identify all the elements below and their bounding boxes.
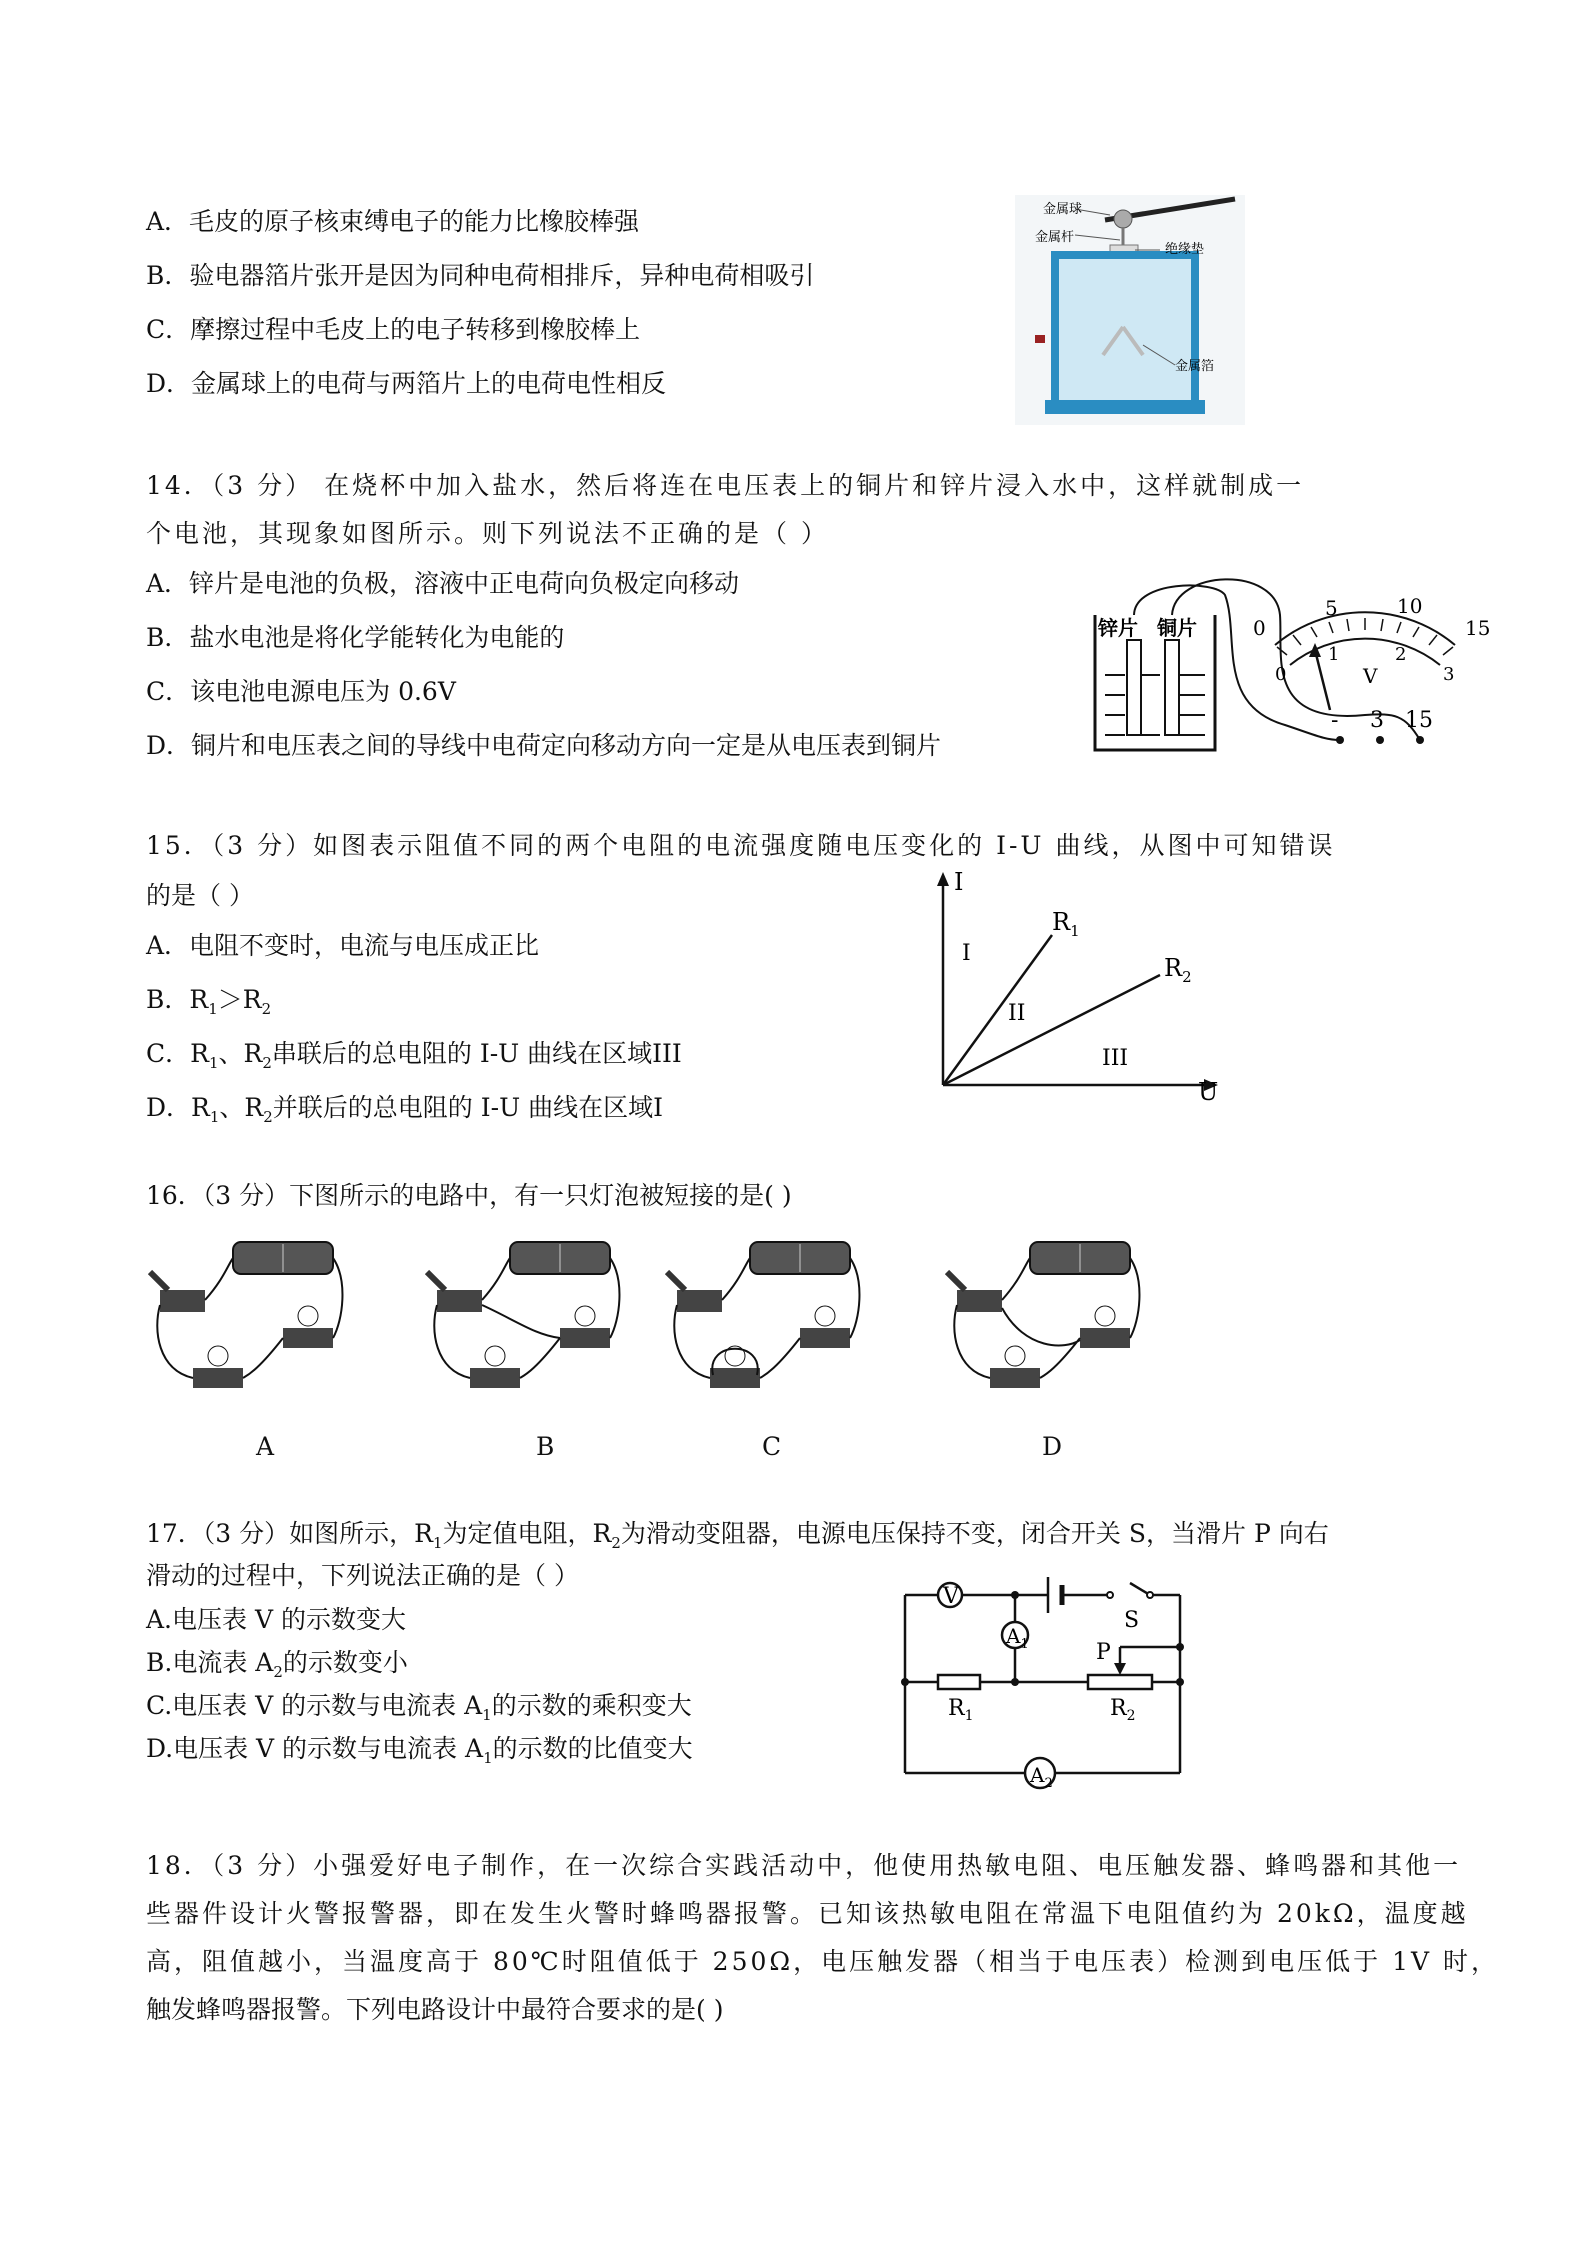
battery-voltmeter-figure <box>1065 575 1505 760</box>
q15-stem-line2: 的是（ ） <box>146 881 254 910</box>
axis-u-label: U <box>1198 1078 1219 1105</box>
circuit-c-figure <box>665 1240 865 1405</box>
scale-top-15: 15 <box>1465 616 1491 640</box>
electroscope-figure <box>1015 195 1245 425</box>
q14-stem-line1: 14．（3 分） 在烧杯中加入盐水，然后将连在电压表上的铜片和锌片浸入水中，这样就制成一 <box>146 471 1305 500</box>
circuit-a-caption: A <box>256 1432 275 1461</box>
q14-option-a: A．锌片是电池的负极，溶液中正电荷向负极定向移动 <box>146 569 740 598</box>
q17-circuit-figure <box>900 1575 1190 1795</box>
q13-option-b: B．验电器箔片张开是因为同种电荷相排斥，异种电荷相吸引 <box>146 261 815 290</box>
q18-stem-line3: 高，阻值越小，当温度高于 80℃时阻值低于 250Ω，电压触发器（相当于电压表）检测到电压低于 1V 时， <box>146 1947 1499 1976</box>
scale-bottom-0: 0 <box>1275 664 1287 685</box>
q13-option-d: D．金属球上的电荷与两箔片上的电荷电性相反 <box>146 369 667 398</box>
terminal-3: 3 <box>1370 708 1384 733</box>
q15-stem-line1: 15．（3 分）如图表示阻值不同的两个电阻的电流强度随电压变化的 I-U 曲线，从图中可知错误 <box>146 831 1336 860</box>
resistor-r2-label: $R_2$ <box>1110 1696 1136 1724</box>
iu-graph-figure <box>920 870 1240 1105</box>
q17-option-b: B.电流表 $A_2$的示数变小 <box>146 1648 408 1681</box>
circuit-c-caption: C <box>762 1432 782 1461</box>
terminal-15: 15 <box>1405 708 1433 733</box>
label-copper: 铜片 <box>1157 616 1197 640</box>
region-2-label: II <box>1008 1001 1026 1026</box>
scale-top-10: 10 <box>1397 594 1423 618</box>
q17-stem-line2: 滑动的过程中，下列说法正确的是（ ） <box>146 1561 579 1590</box>
voltmeter-v-label: V <box>943 1584 959 1609</box>
q18-stem-line2: 些器件设计火警报警器，即在发生火警时蜂鸣器报警。已知该热敏电阻在常温下电阻值约为 20kΩ，温度越 <box>146 1899 1469 1928</box>
q15-option-b: B．$R_1>R_2$ <box>146 985 272 1018</box>
scale-top-5: 5 <box>1325 596 1338 620</box>
region-3-label: III <box>1102 1046 1129 1071</box>
r1-label: $R_1$ <box>1052 908 1080 940</box>
terminal-minus: - <box>1331 708 1339 733</box>
q16-stem: 16．（3 分）下图所示的电路中，有一只灯泡被短接的是( ) <box>146 1181 792 1210</box>
scale-bottom-2: 2 <box>1395 644 1407 665</box>
q14-option-d: D．铜片和电压表之间的导线中电荷定向移动方向一定是从电压表到铜片 <box>146 731 942 760</box>
label-metal-foil: 金属箔 <box>1175 359 1215 374</box>
circuit-d-caption: D <box>1042 1432 1063 1461</box>
ammeter-a1-label: $A_1$ <box>1006 1624 1029 1652</box>
circuit-b-figure <box>425 1240 625 1405</box>
q18-stem-line4: 触发蜂鸣器报警。下列电路设计中最符合要求的是( ) <box>146 1995 724 2024</box>
q13-option-a: A．毛皮的原子核束缚电子的能力比橡胶棒强 <box>146 207 640 236</box>
ammeter-a2-label: $A_2$ <box>1030 1763 1053 1791</box>
q17-option-c: C.电压表 V 的示数与电流表 $A_1$的示数的乘积变大 <box>146 1691 692 1724</box>
axis-i-label: I <box>954 870 964 896</box>
unit-v: V <box>1363 664 1378 688</box>
q15-option-a: A．电阻不变时，电流与电压成正比 <box>146 931 540 960</box>
label-zinc: 锌片 <box>1098 616 1138 640</box>
resistor-r1-label: $R_1$ <box>948 1696 974 1724</box>
label-insulating-pad: 绝缘垫 <box>1165 242 1205 257</box>
q13-option-c: C．摩擦过程中毛皮上的电子转移到橡胶棒上 <box>146 315 641 344</box>
r2-label: $R_2$ <box>1164 954 1192 986</box>
circuit-a-figure <box>148 1240 348 1405</box>
q17-stem-line1: 17．（3 分）如图所示，$R_1$为定值电阻，$R_2$为滑动变阻器，电源电压保持不变，闭合开关 S，当滑片 P 向右 <box>146 1519 1329 1552</box>
q14-stem-line2: 个电池，其现象如图所示。则下列说法不正确的是（ ） <box>146 519 829 548</box>
scale-bottom-3: 3 <box>1443 664 1455 685</box>
circuit-d-figure <box>945 1240 1145 1405</box>
scale-top-0: 0 <box>1253 616 1266 640</box>
region-1-label: I <box>962 941 971 966</box>
q18-stem-line1: 18．（3 分）小强爱好电子制作，在一次综合实践活动中，他使用热敏电阻、电压触发器、蜂鸣器和其他一 <box>146 1851 1462 1880</box>
q14-option-c: C．该电池电源电压为 0.6V <box>146 677 456 706</box>
slider-p-label: P <box>1096 1640 1111 1665</box>
q17-option-d: D.电压表 V 的示数与电流表 $A_1$的示数的比值变大 <box>146 1734 693 1767</box>
q15-option-c: C．$R_1$、$R_2$串联后的总电阻的 I-U 曲线在区域III <box>146 1039 682 1072</box>
q15-option-d: D．$R_1$、$R_2$并联后的总电阻的 I-U 曲线在区域I <box>146 1093 663 1126</box>
q17-option-a: A.电压表 V 的示数变大 <box>146 1605 406 1634</box>
circuit-b-caption: B <box>536 1432 555 1461</box>
q14-option-b: B．盐水电池是将化学能转化为电能的 <box>146 623 565 652</box>
scale-bottom-1: 1 <box>1328 644 1340 665</box>
label-metal-ball: 金属球 <box>1043 202 1083 217</box>
r1-line <box>943 935 1052 1085</box>
switch-s-label: S <box>1124 1608 1140 1633</box>
label-metal-rod: 金属杆 <box>1035 230 1075 245</box>
